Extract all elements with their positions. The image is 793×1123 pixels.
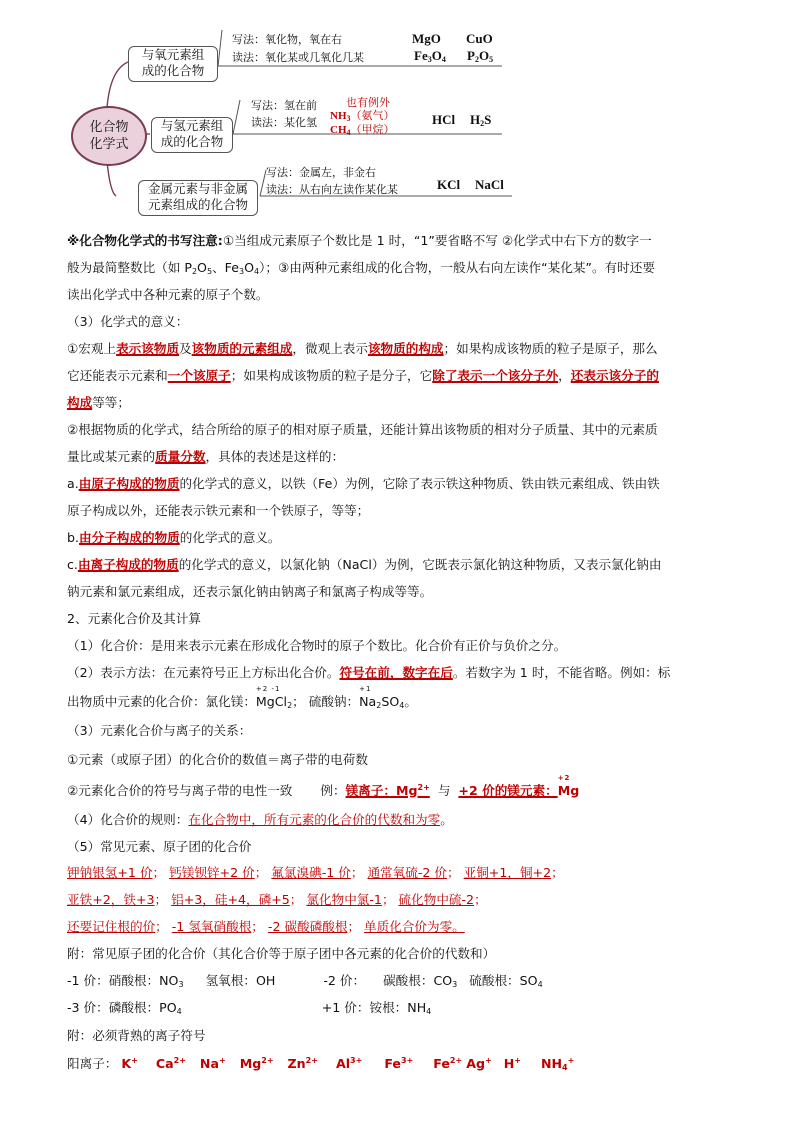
ion-h: H+ xyxy=(503,1056,521,1071)
na2so4-formula: +1 Na xyxy=(359,685,377,709)
oxygen-read-rule: 读法：氧化某或几氧化几某 xyxy=(232,51,364,64)
ion-fe3: $Fe^{3+}$ xyxy=(384,1056,414,1071)
radical-line-1: -1 价：硝酸根：$NO_3$ 氢氧根：OH -2 价： 碳酸根：$CO_3$ 硫酸根：$SO_4$ xyxy=(67,973,543,989)
ion-mg: $Mg^{2+}$ xyxy=(239,1056,274,1071)
hydrogen-example-h2s: $H_2S$ xyxy=(470,112,492,128)
metal-write-rule: 写法：金属左，非金右 xyxy=(266,166,376,179)
meaning-item-b: b.由分子构成的物质的化学式的意义。 xyxy=(67,530,281,545)
ion-ag: Ag+ xyxy=(466,1056,492,1071)
hydrogen-exception-nh3: $NH_3$（氨气） xyxy=(330,109,395,123)
note-line-2: 般为最简整数比（如 $P_2O_5$、$Fe_3O_4$）；③由两种元素组成的化合物，一般从右向左读作“某化某”。有时还要 xyxy=(67,260,655,276)
hydrogen-read-rule: 读法：某化氢 xyxy=(251,116,317,129)
metal-example-kcl: KCl xyxy=(437,177,461,192)
cation-list: 阳离子： K+ $Ca^{2+}$ Na+ $Mg^{2+}$ $Zn^{2+}$ $Al^{3+}$ $Fe^{3+}$ $Fe^{2+}$ Ag+ H+ $NH_4^+$ xyxy=(67,1056,575,1072)
metal-example-nacl: NaCl xyxy=(475,177,504,192)
mindmap-center-node: 化合物 化学式 xyxy=(71,106,147,166)
oxygen-example-mgo: MgO xyxy=(412,31,441,46)
meaning-item-a: a.由原子构成的物质的化学式的意义，以铁（Fe）为例，它除了表示铁这种物质、铁由铁元素组成、铁由铁 xyxy=(67,476,660,491)
valence-definition: （1）化合价：是用来表示元素在形成化合物时的原子个数比。化合价有正价与负价之分。 xyxy=(67,638,567,653)
valence-ion-relation-heading: （3）元素化合价与离子的关系： xyxy=(67,723,252,738)
meaning-line-1: ①宏观上表示该物质及该物质的元素组成，微观上表示该物质的构成；如果构成该物质的粒子是原子，那么 xyxy=(67,341,658,356)
ion-ca: $Ca^{2+}$ xyxy=(155,1056,186,1071)
valence-ion-relation-1: ①元素（或原子团）的化合价的数值＝离子带的电荷数 xyxy=(67,752,368,767)
ion-nh4: $NH_4^+$ xyxy=(540,1056,575,1072)
mgcl2-formula: +2 -1 MgCl xyxy=(255,685,288,709)
mindmap-metal-node: 金属元素与非金属 元素组成的化合物 xyxy=(138,180,258,216)
note-line-1: ※化合物化学式的书写注意:①当组成元素原子个数比是 1 时，“1”要省略不写 ②化学式中右下方的数字一 xyxy=(67,233,652,248)
ion-fe2: $Fe^{2+}$ xyxy=(433,1056,463,1071)
meaning-line-2: 它还能表示元素和一个该原子；如果构成该物质的粒子是分子，它除了表示一个该分子外，还表示该分子的 xyxy=(67,368,659,383)
ion-zn: $Zn^{2+}$ xyxy=(287,1056,318,1071)
hydrogen-write-rule: 写法：氢在前 xyxy=(251,99,317,112)
hydrogen-exception-ch4: $CH_4$（甲烷） xyxy=(330,123,395,137)
oxygen-example-cuo: CuO xyxy=(466,31,493,46)
radical-line-2: -3 价：磷酸根：$PO_4 +1$ 价：铵根：$NH_4$ xyxy=(67,1000,432,1016)
ion-al: $Al^{3+}$ xyxy=(335,1056,363,1071)
valence-mnemonic-line-2: 亚铁+2，铁+3； 铝+3，硅+4，磷+5； 氯化物中氯-1； 硫化物中硫-2； xyxy=(67,892,487,907)
valence-notation: （2）表示方法：在元素符号正上方标出化合价。符号在前，数字在后。若数字为 1 时，不能省略。例如：标 xyxy=(67,665,671,680)
valence-common-heading: （5）常见元素、原子团的化合价 xyxy=(67,839,252,854)
meaning-heading: （3）化学式的意义： xyxy=(67,314,189,329)
ion-heading: 附：必须背熟的离子符号 xyxy=(67,1028,206,1043)
oxygen-example-fe3o4: $Fe_3O_4$ xyxy=(414,48,446,64)
oxygen-write-rule: 写法：氧化物，氧在右 xyxy=(232,33,342,46)
meaning-item-a-cont: 原子构成以外，还能表示铁元素和一个铁原子，等等； xyxy=(67,503,370,518)
meaning-item-c: c.由离子构成的物质的化学式的意义，以氯化钠（NaCl）为例，它既表示氯化钠这种物质，又表示氯化钠由 xyxy=(67,557,662,572)
ion-k: K+ xyxy=(121,1056,138,1071)
hydrogen-example-hcl: HCl xyxy=(432,112,456,127)
metal-read-rule: 读法：从右向左读作某化某 xyxy=(266,183,398,196)
meaning-line-5: 量比或某元素的质量分数，具体的表述是这样的： xyxy=(67,449,345,464)
meaning-line-3: 构成等等； xyxy=(67,395,130,410)
valence-notation-example: 出物质中元素的化合价：氯化镁： +2 -1 MgCl$_2$； 硫酸钠： +1 $Na_2SO_4$。 xyxy=(67,685,417,710)
meaning-item-c-cont: 钠元素和氯元素组成，还表示氯化钠由钠离子和氯离子构成等等。 xyxy=(67,584,433,599)
note-line-3: 读出化学式中各种元素的原子个数。 xyxy=(67,287,269,302)
meaning-line-4: ②根据物质的化学式，结合所给的原子的相对原子质量，还能计算出该物质的相对分子质量、其中的元素质 xyxy=(67,422,658,437)
valence-mnemonic-line-3: 还要记住根的价； -1 氢氧硝酸根； -2 碳酸磷酸根； 单质化合价为零。 xyxy=(67,919,465,934)
valence-heading: 2、元素化合价及其计算 xyxy=(67,611,201,626)
radical-heading: 附：常见原子团的化合价（其化合价等于原子团中各元素的化合价的代数和） xyxy=(67,946,496,961)
ion-na: Na+ xyxy=(199,1056,226,1071)
valence-mnemonic-line-1: 钾钠银氢+1 价； 钙镁钡锌+2 价； 氟氯溴碘-1 价； 通常氧硫-2 价； 亚铜+1，铜+2； xyxy=(67,865,564,880)
hydrogen-exception-label: 也有例外 xyxy=(346,96,390,109)
mindmap-hydrogen-node: 与氢元素组 成的化合物 xyxy=(151,117,233,153)
mindmap-oxygen-node: 与氧元素组 成的化合物 xyxy=(128,46,218,82)
valence-rule: （4）化合价的规则：在化合物中，所有元素的化合价的代数和为零。 xyxy=(67,812,453,827)
oxygen-example-p2o5: $P_2O_5$ xyxy=(467,48,494,64)
valence-ion-relation-2: ②元素化合价的符号与离子带的电性一致 例：镁离子：$Mg^{2+}$ 与 +2 价的镁元素： +2 Mg xyxy=(67,774,580,798)
